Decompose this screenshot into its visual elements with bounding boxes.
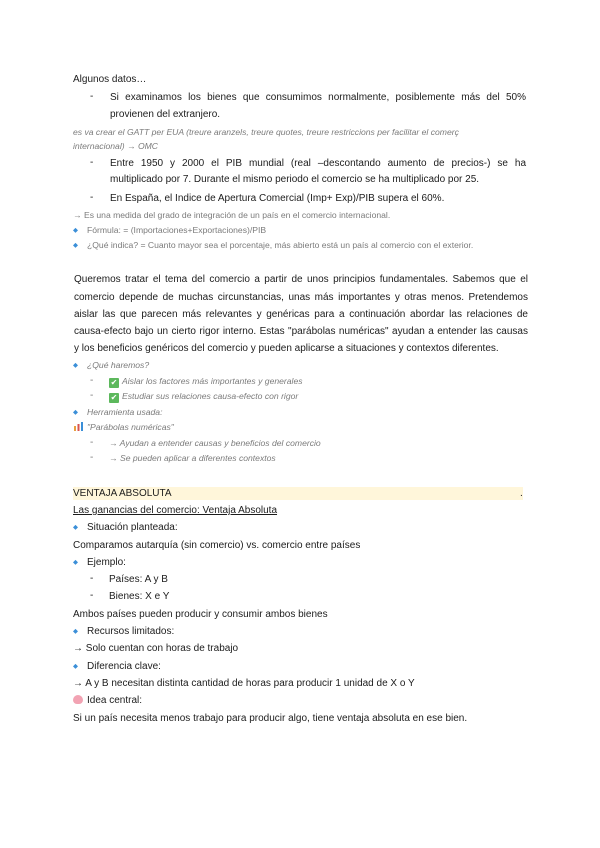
question-line: ◆ ¿Qué indica? = Cuanto mayor sea el porcentaje, más abierto está un país al comercio con el exterior. — [73, 240, 474, 250]
brain-icon — [73, 695, 83, 704]
key-diff-note: → A y B necesitan distinta cantidad de horas para producir 1 unidad de X o Y — [73, 678, 415, 689]
bullet-icon: ◆ — [73, 628, 78, 635]
list-dash: - — [90, 91, 94, 102]
resources-note: → Solo cuentan con horas de trabajo — [73, 643, 239, 654]
summary-q-item-1: ✔ Aislar los factores más importantes y generales — [110, 376, 303, 387]
intro-item-3: En España, el Indice de Apertura Comercial (Imp+ Exp)/PIB supera el 60%. — [110, 193, 445, 204]
formula-line: ◆ Fórmula: = (Importaciones+Exportaciones)/PIB — [73, 225, 267, 235]
intro-item-1-line-2: provienen del extranjero. — [110, 109, 221, 120]
example-heading: ◆ Ejemplo: — [73, 557, 126, 568]
intro-heading: Algunos datos… — [73, 74, 147, 85]
section-subtitle: Las ganancias del comercio: Ventaja Absoluta — [73, 505, 278, 516]
goods-item: Bienes: X e Y — [109, 591, 170, 602]
check-icon: ✔ — [110, 393, 118, 402]
list-dash: - — [90, 192, 94, 203]
paragraph-line-4: causa-efecto bajo un cierto rigor interno. Estas "parábolas numéricas" ayudan a entender las causas — [74, 326, 528, 337]
list-dash: - — [90, 437, 94, 448]
bullet-icon: ◆ — [73, 524, 78, 531]
list-dash: - — [90, 375, 94, 386]
key-diff-heading: ◆ Diferencia clave: — [73, 661, 161, 672]
section-trailing-mark: . — [520, 488, 523, 499]
resources-heading: ◆ Recursos limitados: — [73, 626, 175, 637]
bullet-icon: ◆ — [73, 242, 78, 249]
bullet-icon: ◆ — [73, 362, 78, 369]
note-line-2: internacional) → OMC — [73, 141, 159, 151]
paragraph-line-3: aislar las que parecen más relevantes y genéricas para a continuación abordar las relaciones de — [74, 309, 528, 320]
list-dash: - — [90, 452, 94, 463]
bullet-icon: ◆ — [73, 409, 78, 416]
summary-tool-name: "Parábolas numéricas" — [73, 421, 174, 434]
countries-item: Países: A y B — [109, 574, 168, 585]
bullet-icon: ◆ — [73, 227, 78, 234]
paragraph-line-5: y los beneficios genéricos del comercio y pueden aplicarse a situaciones y contextos diferentes. — [74, 343, 499, 354]
central-note: Si un país necesita menos trabajo para producir algo, tiene ventaja absoluta en ese bien. — [73, 713, 468, 724]
summary-tool-heading: ◆ Herramienta usada: — [73, 407, 163, 417]
summary-q-heading: ◆ ¿Qué haremos? — [73, 360, 150, 370]
chart-icon — [73, 421, 84, 431]
paragraph-line-2: comercio depende de muchas circunstancias, unas más importantes y otras menos. Pretendemos — [74, 292, 528, 303]
intro-item-1-line-1: Si examinamos los bienes que consumimos normalmente, posiblemente más del 50% — [110, 92, 526, 103]
note-line-1: es va crear el GATT per EUA (treure aranzels, treure quotes, treure restriccions per facilitar el comerç — [73, 127, 459, 137]
bullet-icon: ◆ — [73, 559, 78, 566]
compare-text: Comparamos autarquía (sin comercio) vs. comercio entre países — [73, 540, 361, 551]
bullet-icon: ◆ — [73, 663, 78, 670]
summary-tool-item-1: → Ayudan a entender causas y beneficios del comercio — [109, 438, 321, 448]
arrow-note: → Es una medida del grado de integración de un país en el comercio internacional. — [73, 210, 391, 220]
check-icon: ✔ — [110, 378, 118, 387]
intro-item-2-line-1: Entre 1950 y 2000 el PIB mundial (real –descontando aumento de precios-) se ha — [110, 158, 526, 169]
both-text: Ambos países pueden producir y consumir ambos bienes — [73, 609, 328, 620]
summary-tool-item-2: → Se pueden aplicar a diferentes contextos — [109, 453, 276, 463]
paragraph-line-1: Queremos tratar el tema del comercio a partir de unos principios fundamentales. Sabemos que el — [74, 274, 528, 285]
list-dash: - — [90, 590, 94, 601]
section-title: VENTAJA ABSOLUTA — [73, 488, 172, 499]
intro-item-2-line-2: multiplicado por 7. Durante el mismo periodo el comercio se ha multiplicado por 25. — [110, 174, 480, 185]
central-heading: Idea central: — [73, 694, 142, 707]
list-dash: - — [90, 157, 94, 168]
list-dash: - — [90, 390, 94, 401]
summary-q-item-2: ✔ Estudiar sus relaciones causa-efecto con rigor — [110, 391, 299, 402]
situation-heading: ◆ Situación planteada: — [73, 522, 178, 533]
list-dash: - — [90, 573, 94, 584]
